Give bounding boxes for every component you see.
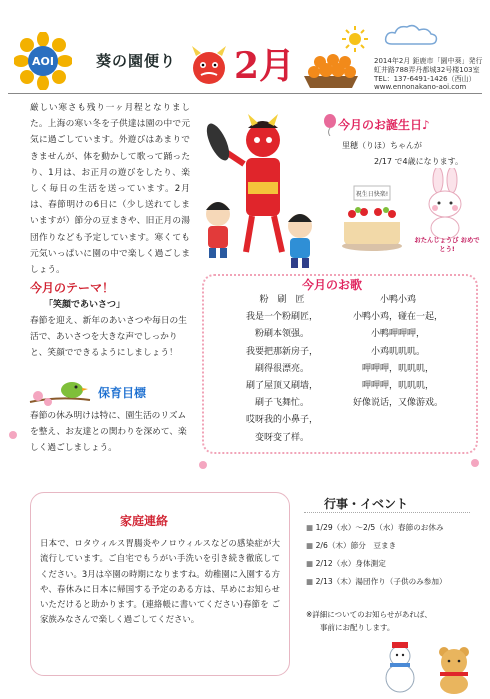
events-title: 行事・イベント [324, 497, 409, 511]
newsletter-title: 葵の園便り [96, 52, 177, 70]
header-divider [8, 93, 482, 94]
theme-subtitle: 「笑顔であいさつ」 [44, 300, 126, 310]
song-right-lyrics [338, 292, 458, 412]
song-line: 好像说话，又像游戏。 [352, 398, 443, 409]
family-notice-body: 日本で、ロタウィルス胃腸炎やノロウィルスなどの感染症が大流行しています。ご自宅でもうがい手洗いを引き続き徹底してください。3月は卒園の時期になりますね。幼稚園に入園する方や、春休みに日本に帰国する予定のある方は、早めにお知らせいただけると助かります。(連絡帳に書いてください)春節を ご家族みなさんで楽しく過ごしてください。 [40, 538, 280, 625]
pink-flower-icon [8, 430, 18, 440]
family-notice-title: 家庭連絡 [120, 514, 169, 528]
pink-flower-icon [198, 460, 208, 470]
events-divider [304, 512, 470, 513]
birthday-title: 今月のお誕生日♪ [338, 118, 430, 132]
song-line: 刷得很漂亮。 [254, 363, 309, 374]
goal-body: 春節の休み明けは特に、園生活のリズムを整え、お友達との関わりを深めて、楽しく過ごしましょう。 [30, 411, 187, 454]
publisher-line: 2014年2月 鉅鹿市「園中葵」発行 [374, 57, 483, 65]
events-note: ※詳細についてのお知らせがあれば、 [306, 610, 432, 619]
event-item: ■ 2/6（木）節分 豆まき [306, 541, 397, 550]
month-heading: 2月 [234, 45, 296, 87]
song-line: 小鸭小鸡 [379, 295, 416, 305]
cloud-icon [384, 24, 438, 46]
event-item: ■ 2/13（木）湯団作り（子供のみ参加） [306, 577, 447, 586]
song-line: 我要把那新房子， [245, 346, 318, 357]
song-line: 变呀变了样。 [254, 432, 309, 443]
birthday-date: 2/17 で4歳になります。 [374, 157, 463, 166]
phone-line: TEL：137-6491-1426（西山） [374, 75, 476, 83]
song-title: 今月のお歌 [302, 278, 363, 292]
song-line: 呷呷呷，叽叽叽， [361, 381, 434, 392]
birthday-name: 里穂（りほ）ちゃんが [342, 141, 422, 150]
song-line: 我是一个粉刷匠， [245, 312, 318, 323]
mandarin-tray-icon [300, 50, 362, 90]
cake-plate-text: 祝生日快楽! [355, 191, 389, 198]
song-line: 哎呀我的小鼻子， [245, 415, 318, 426]
song-left-lyrics [222, 292, 342, 447]
oni-and-children-illustration [196, 102, 326, 272]
address-line: 虹井路788弄丹都城32号楼103室 [374, 66, 480, 74]
events-note-cont: 事前にお配りします。 [320, 623, 395, 632]
pink-flower-icon [470, 458, 480, 468]
song-line: 小鸡叽叽叽。 [370, 346, 425, 357]
website-line: www.ennonakano-aoi.com [374, 83, 467, 91]
snowman-and-bear-illustration [370, 636, 480, 694]
song-line: 呷呷呷，叽叽叽， [361, 363, 434, 374]
event-item: ■ 2/12（水）身体測定 [306, 559, 386, 568]
song-line: 小鸭小鸡，碰在一起， [352, 312, 443, 323]
logo-text: AOI [32, 55, 54, 68]
song-line: 小鸭呷呷呷， [370, 329, 425, 340]
goal-title: 保育目標 [98, 386, 147, 400]
bird-on-blossom-icon [28, 376, 92, 408]
intro-text: 厳しい寒さも残り一ヶ月程となりました。上海の寒い冬を子供達は園の中で元気に過ごしています。外遊びはあまりできませんが、体を動かして歌って踊ったり、1月は、お正月の遊びをしたり、楽しく毎日の生活を送っています。2月は、春節明けの6日に（少し送れてしまいますが）節分の豆まきや、旧正月の湯団作りなども予定しています。寒くても元気いっぱいに園の中で楽しく過ごしましょう。 [30, 103, 190, 276]
theme-title: 今月のテーマ！ [30, 281, 115, 295]
balloon-icon [322, 114, 338, 136]
rabbit-congrats-text: おたんじょうび おめでとう! [414, 237, 480, 253]
event-item: ■ 1/29（水）～2/5（水）春節のお休み [306, 523, 444, 532]
oni-mask-icon [186, 44, 232, 88]
sun-icon [342, 26, 368, 52]
song-line: 刷子飞舞忙。 [254, 398, 309, 409]
song-line: 粉 刷 匠 [259, 295, 305, 305]
sunflower-logo [14, 32, 72, 90]
theme-body: 春節を迎え、新年のあいさつや毎日の生活で、あいさつを大きな声でしっかりと、笑顔でできるようにしましょう！ [30, 316, 187, 359]
song-line: 刷了屋顶又刷墙， [245, 381, 318, 392]
song-line: 粉刷本领强。 [254, 329, 309, 340]
birthday-cake-illustration [338, 180, 406, 252]
